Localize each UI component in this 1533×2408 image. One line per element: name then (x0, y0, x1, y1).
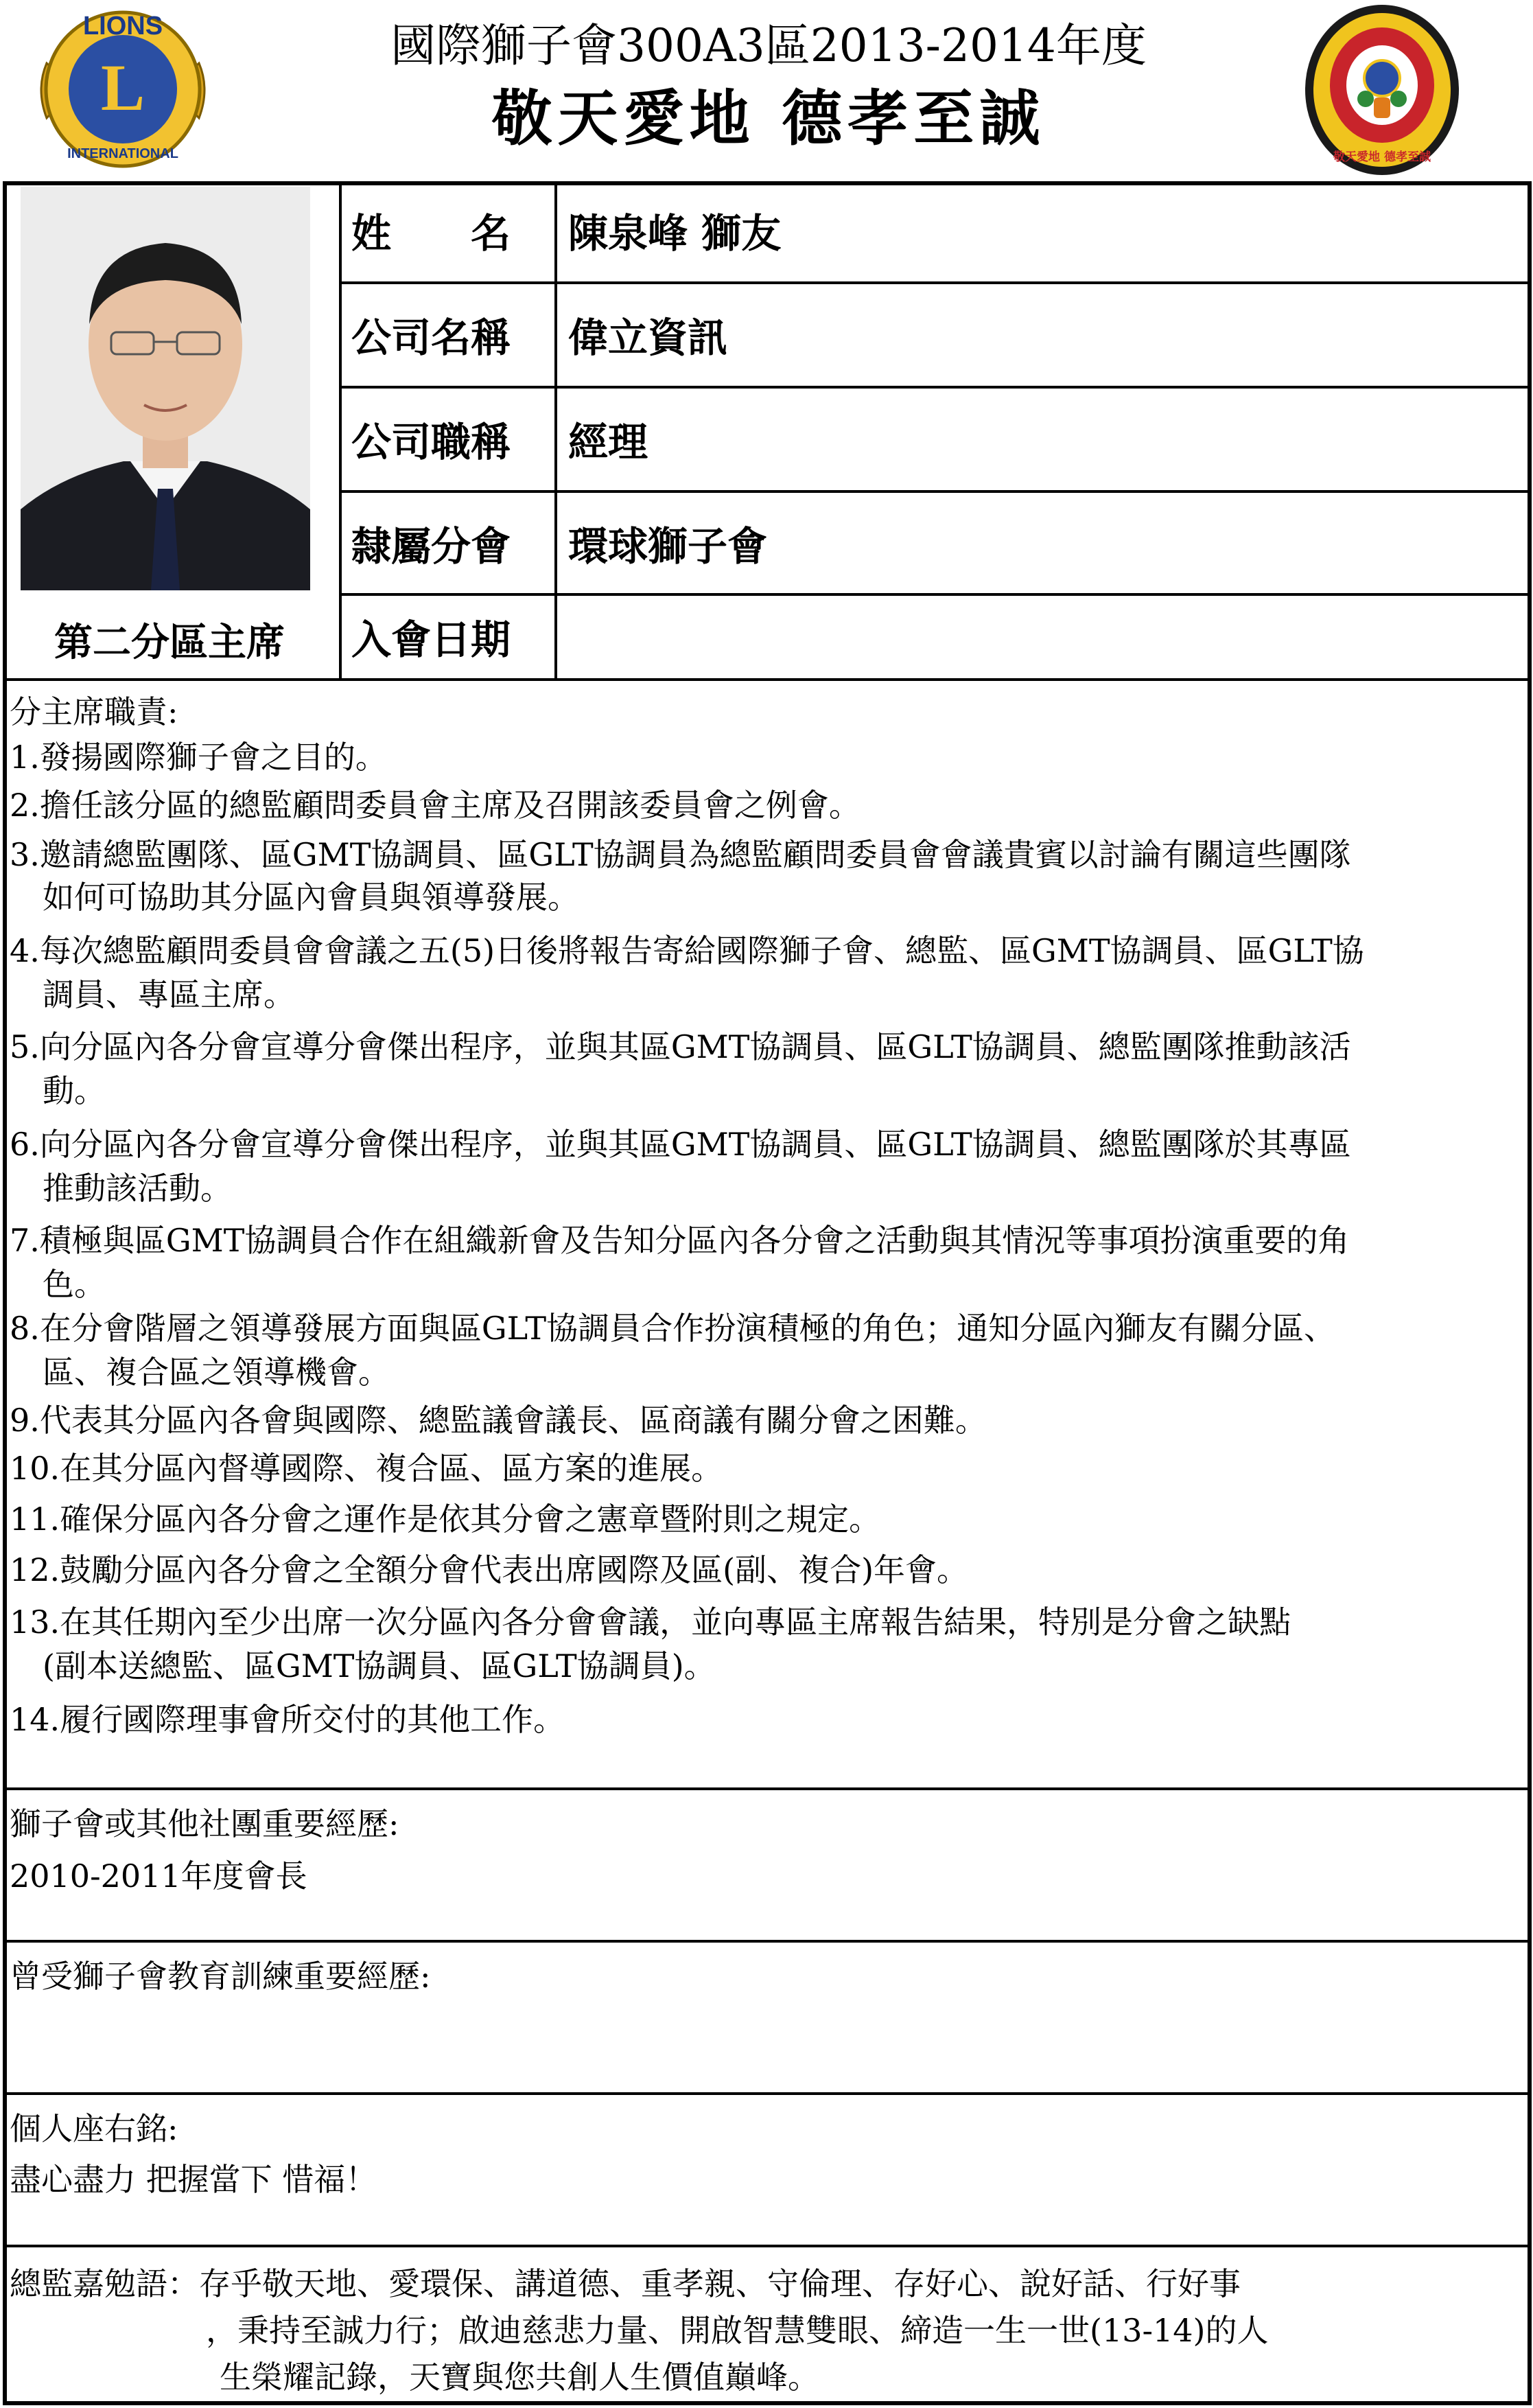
duty-line: 6.向分區內各分會宣導分會傑出程序，並與其區GMT協調員、區GLT協調員、總監團隊於其專區 (10, 1126, 1351, 1163)
motto-heading: 個人座右銘: (10, 2110, 178, 2147)
duty-line: 14.履行國際理事會所交付的其他工作。 (10, 1701, 565, 1738)
page-title-line-1: 國際獅子會300A3區2013-2014年度 (390, 19, 1147, 72)
member-photo (21, 187, 310, 590)
duty-line: 13.在其任期內至少出席一次分區內各分會會議，並向專區主席報告結果，特別是分會之缺點 (10, 1604, 1291, 1641)
field-value-name: 陳泉峰 獅友 (568, 210, 782, 257)
duty-line: 動。 (43, 1072, 106, 1109)
governor-message-line-1: 總監嘉勉語：存乎敬天地、愛環保、講道德、重孝親、守倫理、存好心、說好話、行好事 (10, 2265, 1241, 2302)
duty-line: 12.鼓勵分區內各分會之全額分會代表出席國際及區(副、複合)年會。 (10, 1551, 969, 1588)
governor-message-line-2: ，秉持至誠力行；啟迪慈悲力量、開啟智慧雙眼、締造一生一世(13-14)的人 (206, 2312, 1269, 2349)
duty-line: 色。 (43, 1266, 106, 1303)
duty-line: 8.在分會階層之領導發展方面與區GLT協調員合作扮演積極的角色；通知分區內獅友有關分區、 (10, 1310, 1336, 1347)
duty-line: 2.擔任該分區的總監顧問委員會主席及召開該委員會之例會。 (10, 787, 861, 824)
logo-text-lions: LIONS (82, 12, 163, 40)
logo-letter: L (100, 51, 145, 124)
duty-line: 如何可協助其分區內會員與領導發展。 (43, 879, 579, 916)
district-emblem-logo (1302, 1, 1462, 178)
lions-international-logo (33, 1, 213, 178)
field-value-company: 偉立資訊 (568, 314, 728, 361)
field-label-club: 隸屬分會 (351, 523, 511, 570)
experience-content: 2010-2011年度會長 (10, 1857, 307, 1895)
motto-content: 盡心盡力 把握當下 惜福！ (10, 2161, 377, 2198)
section-divider (3, 2092, 1530, 2095)
divider-photo (339, 183, 342, 681)
row-divider (339, 593, 1530, 596)
experience-heading: 獅子會或其他社團重要經歷: (10, 1805, 399, 1842)
section-divider (3, 678, 1530, 681)
section-divider (3, 1787, 1530, 1790)
row-divider (339, 281, 1530, 284)
field-value-job-title: 經理 (568, 419, 648, 465)
duties-heading: 分主席職責: (10, 693, 178, 730)
duty-line: 5.向分區內各分會宣導分會傑出程序，並與其區GMT協調員、區GLT協調員、總監團隊推動該活 (10, 1028, 1351, 1065)
field-label-join-date: 入會日期 (351, 616, 511, 663)
divider-label (554, 183, 557, 681)
field-label-job-title: 公司職稱 (351, 419, 511, 465)
field-label-name: 姓 名 (351, 210, 511, 257)
duty-line: 10.在其分區內督導國際、複合區、區方案的進展。 (10, 1450, 723, 1487)
row-divider (339, 386, 1530, 389)
section-divider (3, 1940, 1530, 1943)
duty-line: 11.確保分區內各分會之運作是依其分會之憲章暨附則之規定。 (10, 1501, 881, 1538)
row-divider (339, 490, 1530, 493)
emblem-caption: 敬天愛地 德孝至誠 (1333, 150, 1431, 164)
governor-message-line-3: 生榮耀記錄，天寶與您共創人生價值巔峰。 (220, 2359, 819, 2396)
emblem-figure-icon (1374, 97, 1390, 118)
duty-line: 調員、專區主席。 (43, 976, 295, 1013)
page-title-slogan: 敬天愛地 德孝至誠 (491, 82, 1046, 154)
logo-text-international: INTERNATIONAL (67, 146, 178, 161)
duty-line: 推動該活動。 (43, 1170, 232, 1207)
position-title: 第二分區主席 (54, 620, 285, 665)
section-divider (3, 2245, 1530, 2247)
field-value-club: 環球獅子會 (568, 523, 768, 570)
field-label-company: 公司名稱 (351, 314, 511, 361)
duty-line: 區、複合區之領導機會。 (43, 1354, 390, 1391)
duty-line: 3.邀請總監團隊、區GMT協調員、區GLT協調員為總監顧問委員會會議貴賓以討論有關這些團隊 (10, 836, 1351, 873)
duty-line: 4.每次總監顧問委員會會議之五(5)日後將報告寄給國際獅子會、總監、區GMT協調員、區GLT協 (10, 932, 1364, 969)
duty-line: (副本送總監、區GMT協調員、區GLT協調員)。 (43, 1647, 716, 1685)
duty-line: 7.積極與區GMT協調員合作在組織新會及告知分區內各分會之活動與其情況等事項扮演重要的角 (10, 1222, 1350, 1259)
duty-line: 9.代表其分區內各會與國際、總監議會議長、區商議有關分會之困難。 (10, 1402, 987, 1439)
duty-line: 1.發揚國際獅子會之目的。 (10, 739, 387, 776)
training-heading: 曾受獅子會教育訓練重要經歷: (10, 1958, 431, 1995)
